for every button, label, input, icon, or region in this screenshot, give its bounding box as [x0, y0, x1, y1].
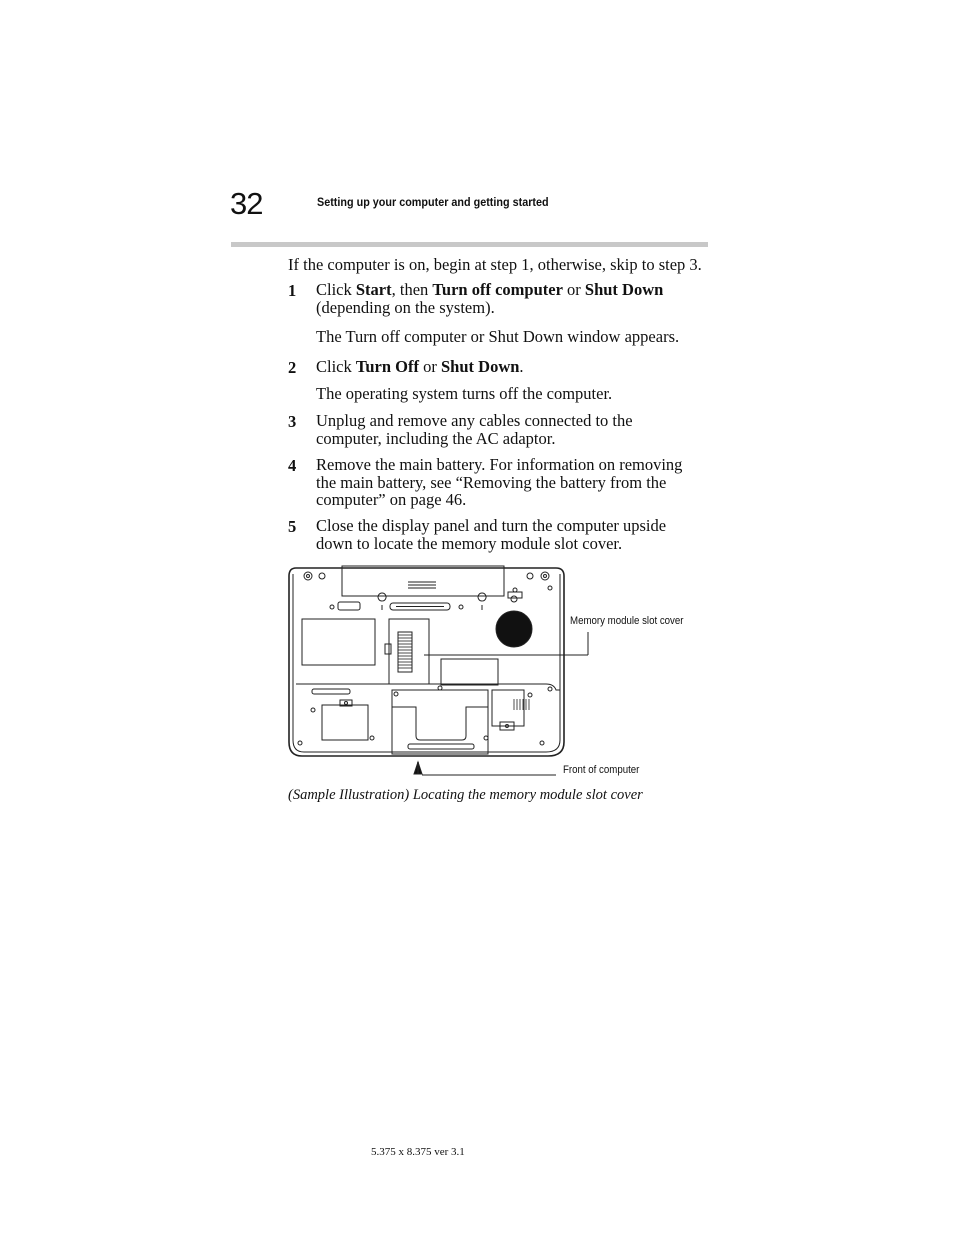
page-number: 32 — [230, 186, 263, 221]
intro-text: If the computer is on, begin at step 1, otherwise, skip to step 3. — [288, 255, 702, 274]
step-text: Close the display panel and turn the computer upside down to locate the memory module slot cover. — [316, 516, 667, 553]
step-result: The operating system turns off the computer. — [316, 384, 613, 403]
step-number: 2 — [288, 358, 297, 377]
step-number: 4 — [288, 456, 297, 475]
step-number: 1 — [288, 281, 297, 300]
running-head: Setting up your computer and getting started — [317, 195, 549, 209]
step-text: Unplug and remove any cables connected to the computer, including the AC adaptor. — [316, 411, 633, 448]
figure-caption: (Sample Illustration) Locating the memory module slot cover — [288, 787, 643, 803]
page-footer: 5.375 x 8.375 ver 3.1 — [371, 1146, 465, 1158]
step-text: Remove the main battery. For information on removing the main battery, see “Removing the battery from the computer” on page 46. — [316, 455, 683, 509]
step-number: 5 — [288, 517, 297, 536]
step-result: The Turn off computer or Shut Down window appears. — [316, 327, 680, 346]
front-callout: Front of computer — [563, 764, 640, 776]
step-number: 3 — [288, 412, 297, 431]
header-rule — [231, 242, 708, 247]
step-text: Click Start, then Turn off computer or Shut Down (depending on the system). — [316, 280, 664, 317]
memory-slot-callout: Memory module slot cover — [570, 615, 684, 627]
laptop-underside-illustration — [286, 562, 706, 782]
step-text: Click Turn Off or Shut Down. — [316, 357, 524, 376]
